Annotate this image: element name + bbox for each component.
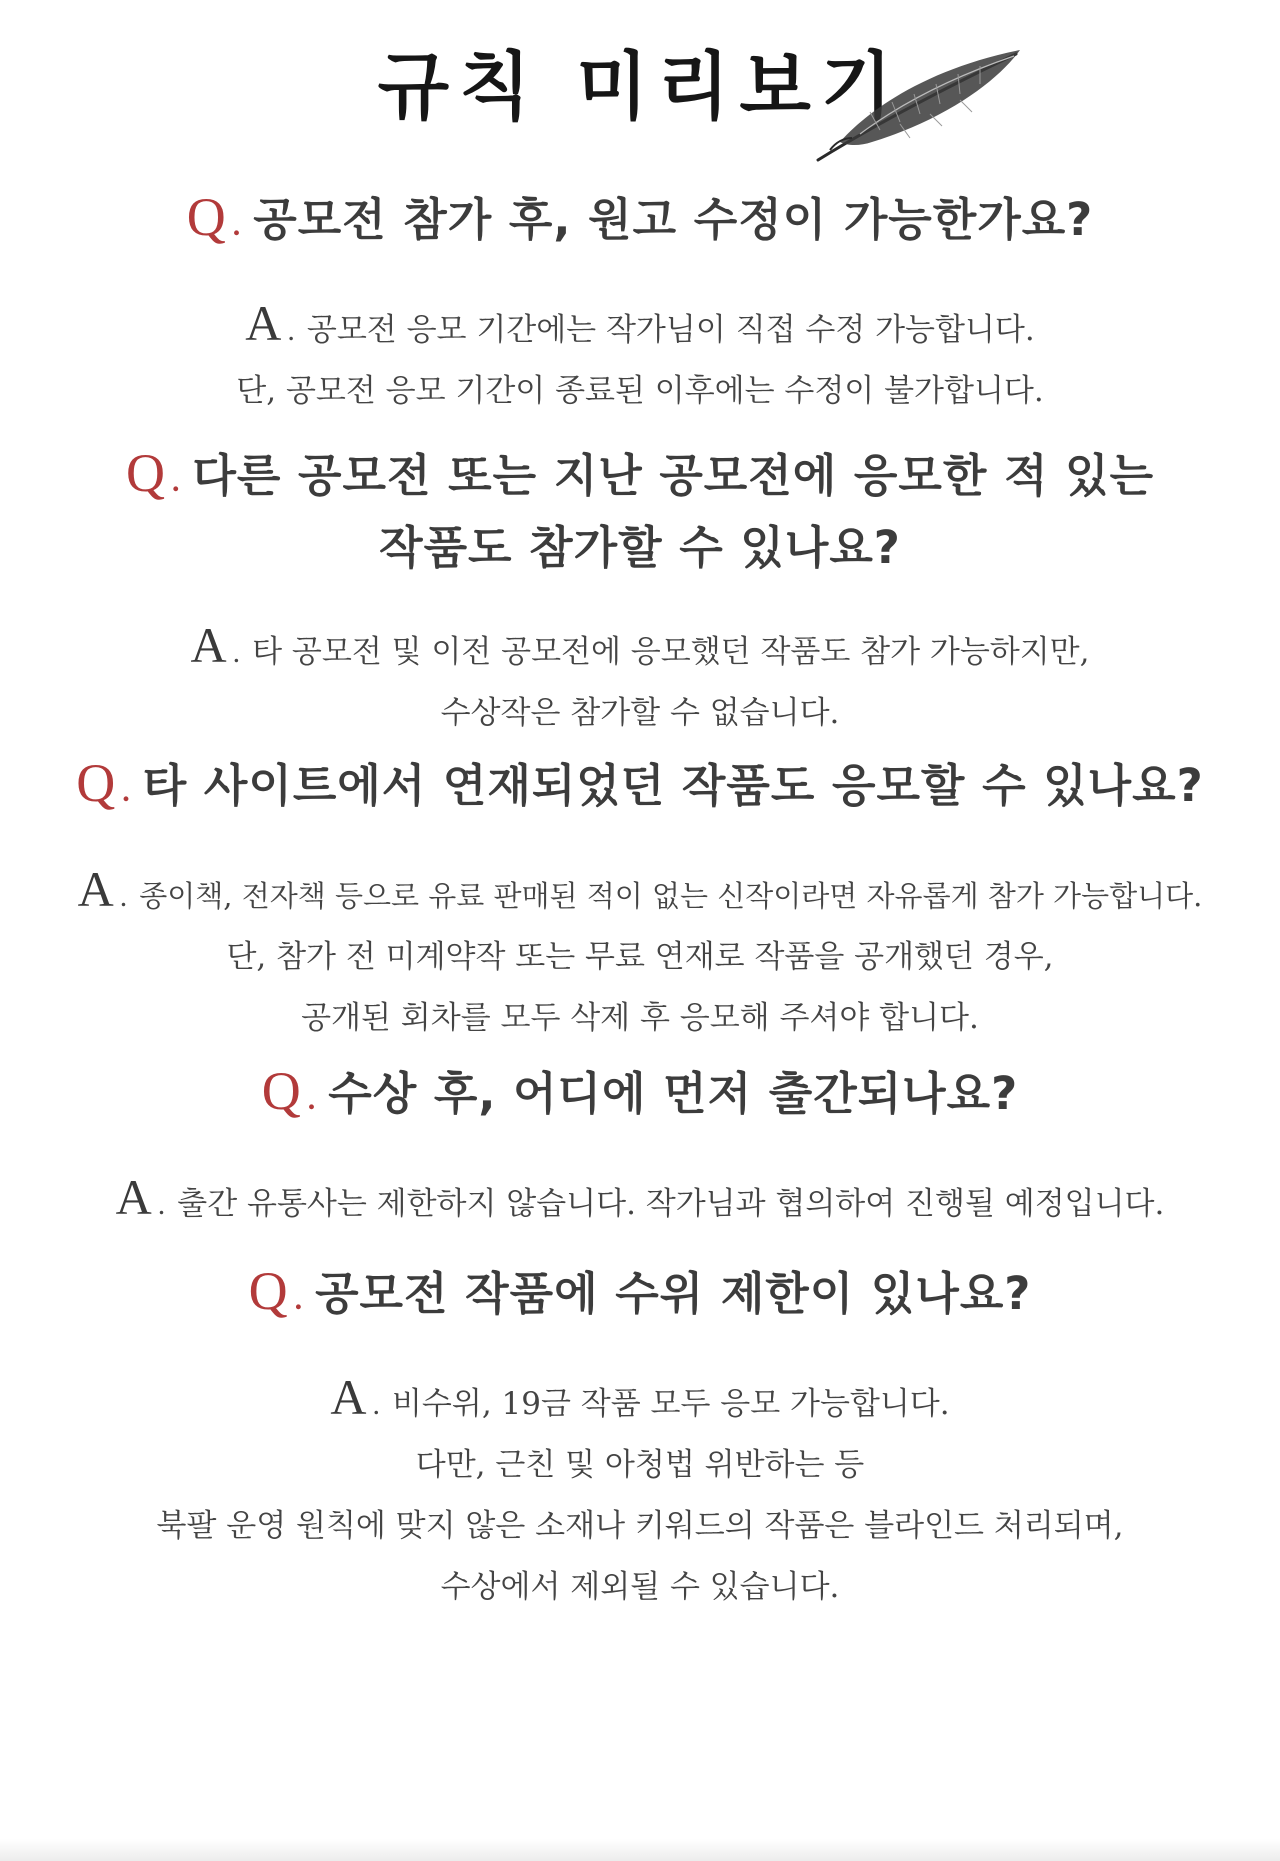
answer-line xyxy=(0,859,1280,927)
answer-dot: . xyxy=(372,1388,380,1421)
answer-line: 단, 공모전 응모 기간이 종료된 이후에는 수정이 불가합니다. xyxy=(236,373,1044,409)
answer-line: 다만, 근친 및 아청법 위반하는 등 xyxy=(415,1447,865,1483)
page-title: 규칙 미리보기 xyxy=(377,44,903,130)
question-mark: Q xyxy=(261,1061,302,1121)
answer-text: 종이책, 전자책 등으로 유료 판매된 적이 없는 신작이라면 자유롭게 참가 가능합니다. xyxy=(139,879,1203,913)
answer-1 xyxy=(0,293,1280,422)
answer-5 xyxy=(0,1367,1280,1618)
answer-line: 수상에서 제외될 수 있습니다. xyxy=(440,1569,840,1605)
question-2 xyxy=(0,440,1280,581)
answer-line: 수상작은 참가할 수 없습니다. xyxy=(440,695,840,731)
question-dot: . xyxy=(122,775,131,808)
faq-item-3 xyxy=(0,750,1280,1049)
question-text: 수상 후, 어디에 먼저 출간되나요? xyxy=(328,1067,1019,1120)
question-mark: Q xyxy=(248,1261,289,1321)
answer-line xyxy=(0,293,1280,361)
faq-item-4 xyxy=(0,1058,1280,1235)
question-5 xyxy=(0,1258,1280,1333)
answer-line: 북팔 운영 원칙에 맞지 않은 소재나 키워드의 작품은 블라인드 처리되며, xyxy=(156,1508,1124,1544)
answer-text: 출간 유통사는 제한하지 않습니다. 작가님과 협의하여 진행될 예정입니다. xyxy=(177,1186,1165,1222)
answer-mark: A xyxy=(245,295,282,351)
answer-text: 공모전 응모 기간에는 작가님이 직접 수정 가능합니다. xyxy=(306,312,1035,348)
answer-4 xyxy=(0,1167,1280,1235)
question-dot: . xyxy=(232,209,242,242)
answer-line xyxy=(0,615,1280,683)
page-header xyxy=(0,30,1280,180)
faq-item-5 xyxy=(0,1258,1280,1618)
answer-mark: A xyxy=(115,1169,152,1225)
answer-line xyxy=(0,1367,1280,1435)
bottom-edge-shade xyxy=(0,1839,1280,1861)
answer-dot: . xyxy=(119,880,128,913)
answer-2 xyxy=(0,615,1280,744)
answer-mark: A xyxy=(330,1369,367,1425)
question-4 xyxy=(0,1058,1280,1133)
question-dot: . xyxy=(294,1283,304,1316)
question-dot: . xyxy=(307,1083,317,1116)
answer-mark: A xyxy=(190,617,227,673)
question-1 xyxy=(0,184,1280,259)
quill-feather-icon xyxy=(800,38,1030,168)
answer-dot: . xyxy=(232,636,241,669)
answer-line xyxy=(0,1167,1280,1235)
answer-mark: A xyxy=(77,861,114,917)
question-dot: . xyxy=(171,465,181,498)
question-text: 작품도 참가할 수 있나요? xyxy=(379,521,901,574)
answer-dot: . xyxy=(157,1188,166,1221)
answer-line: 단, 참가 전 미계약작 또는 무료 연재로 작품을 공개했던 경우, xyxy=(226,939,1054,975)
question-mark: Q xyxy=(76,753,117,813)
answer-3 xyxy=(0,859,1280,1049)
question-text: 타 사이트에서 연재되었던 작품도 응모할 수 있나요? xyxy=(142,759,1204,812)
question-text: 공모전 참가 후, 원고 수정이 가능한가요? xyxy=(253,193,1094,246)
answer-text: 타 공모전 및 이전 공모전에 응모했던 작품도 참가 가능하지만, xyxy=(252,634,1090,670)
question-text: 공모전 작품에 수위 제한이 있나요? xyxy=(315,1267,1032,1320)
question-mark: Q xyxy=(186,187,227,247)
answer-text: 비수위, 19금 작품 모두 응모 가능합니다. xyxy=(391,1386,950,1422)
question-3 xyxy=(0,750,1280,825)
answer-line: 공개된 회차를 모두 삭제 후 응모해 주셔야 합니다. xyxy=(301,1000,979,1036)
answer-dot: . xyxy=(287,314,295,347)
question-text: 다른 공모전 또는 지난 공모전에 응모한 적 있는 xyxy=(192,449,1155,502)
faq-item-2 xyxy=(0,440,1280,744)
question-mark: Q xyxy=(125,443,166,503)
faq-item-1 xyxy=(0,184,1280,422)
